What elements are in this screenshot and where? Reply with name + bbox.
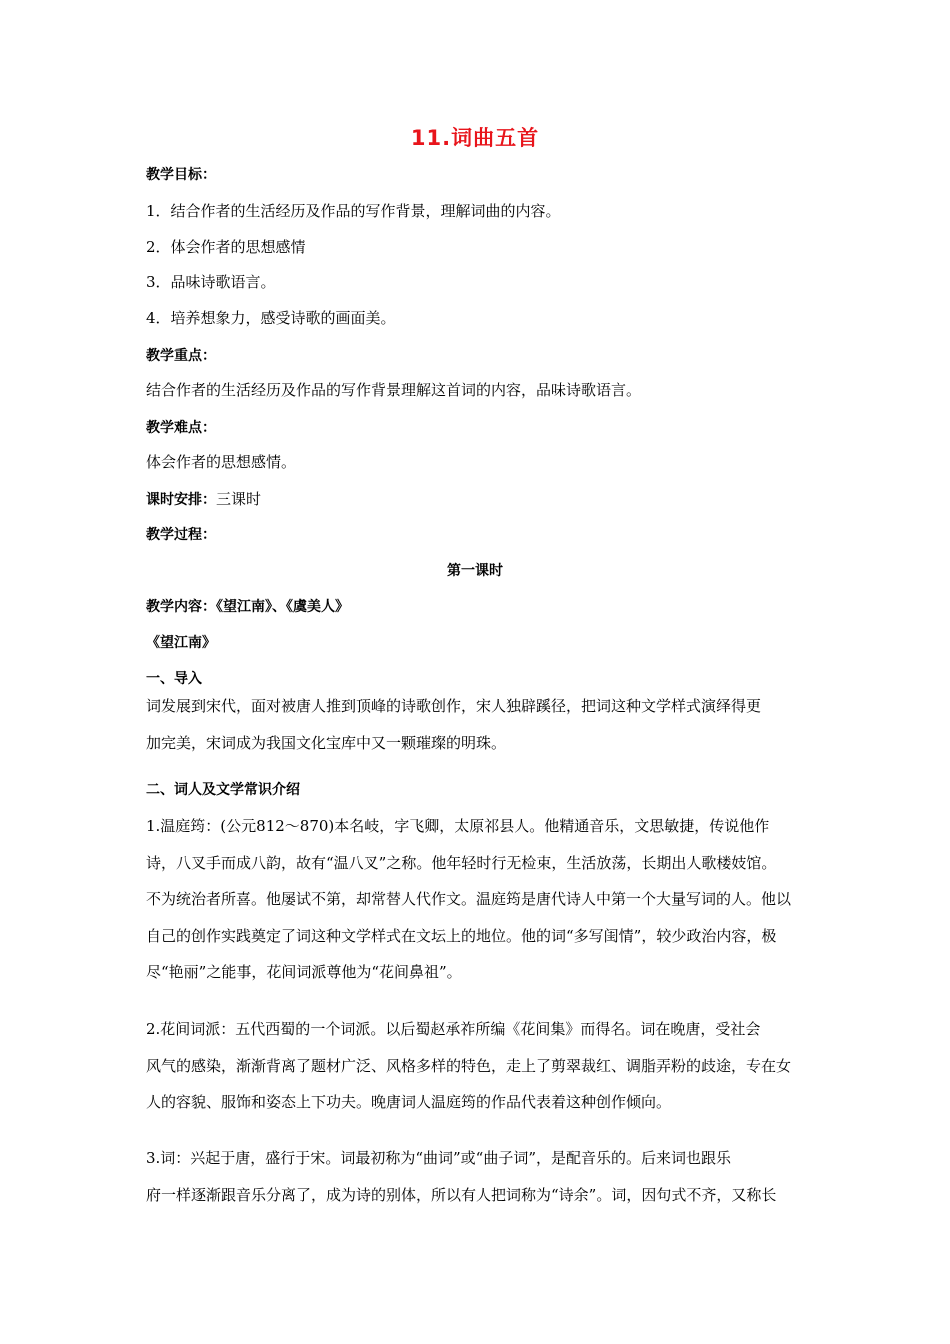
lesson-content: 教学内容：《望江南》、《虞美人》 xyxy=(146,599,349,615)
huajian-paragraph xyxy=(146,1011,836,1121)
intro-heading: 一、导入 xyxy=(146,671,202,687)
paragraph-line: 人的容貌、服饰和姿态上下功夫。晚唐词人温庭筠的作品代表着这种创作倾向。 xyxy=(146,1093,672,1111)
key-heading: 教学重点： xyxy=(146,348,216,364)
paragraph-line: 诗，八叉手而成八韵，故有“温八叉”之称。他年轻时行无检束，生活放荡，长期出人歌楼妓馆。 xyxy=(146,853,777,872)
poem-title: 《望江南》 xyxy=(146,635,216,651)
paragraph-line: 尽“艳丽”之能事，花间词派尊他为“花间鼻祖”。 xyxy=(146,963,462,981)
schedule-value: 三课时 xyxy=(216,490,262,508)
section2-heading: 二、词人及文学常识介绍 xyxy=(146,782,300,798)
goal-item: 4．培养想象力，感受诗歌的画面美。 xyxy=(146,309,396,327)
paragraph-line: 不为统治者所喜。他屡试不第，却常替人代作文。温庭筠是唐代诗人中第一个大量写词的人。他以 xyxy=(146,890,792,908)
paragraph-line: 自己的创作实践奠定了词这种文学样式在文坛上的地位。他的词“多写闺情”，较少政治内容，极 xyxy=(146,926,777,945)
wen-tingyun-paragraph xyxy=(146,808,836,991)
paragraph-line: 3.词：兴起于唐，盛行于宋。词最初称为“曲词”或“曲子词”，是配音乐的。后来词也跟乐 xyxy=(146,1149,731,1167)
schedule-line xyxy=(146,488,261,509)
goal-item: 1．结合作者的生活经历及作品的写作背景，理解词曲的内容。 xyxy=(146,202,561,220)
ci-paragraph xyxy=(146,1140,836,1213)
paragraph-line: 风气的感染，渐渐背离了题材广泛、风格多样的特色，走上了剪翠裁红、调脂弄粉的歧途，专在女 xyxy=(146,1056,792,1075)
paragraph-line: 加完美，宋词成为我国文化宝库中又一颗璀璨的明珠。 xyxy=(146,733,507,752)
difficulty-heading: 教学难点： xyxy=(146,420,216,436)
difficulty-text: 体会作者的思想感情。 xyxy=(146,453,297,471)
document-title: 11.词曲五首 xyxy=(410,126,540,150)
intro-paragraph xyxy=(146,688,836,761)
goal-item: 3．品味诗歌语言。 xyxy=(146,273,276,291)
goals-heading: 教学目标： xyxy=(146,167,216,183)
goal-item: 2．体会作者的思想感情 xyxy=(146,238,306,256)
process-heading: 教学过程： xyxy=(146,527,216,543)
lesson-title: 第一课时 xyxy=(447,563,503,579)
paragraph-line: 2.花间词派：五代西蜀的一个词派。以后蜀赵承祚所编《花间集》而得名。词在晚唐，受社会 xyxy=(146,1020,761,1038)
paragraph-line: 府一样逐渐跟音乐分离了，成为诗的别体，所以有人把词称为“诗余”。词，因句式不齐，又称长 xyxy=(146,1185,777,1204)
paragraph-line: 词发展到宋代，面对被唐人推到顶峰的诗歌创作，宋人独辟蹊径，把词这种文学样式演绎得更 xyxy=(146,697,762,715)
key-text: 结合作者的生活经历及作品的写作背景理解这首词的内容，品味诗歌语言。 xyxy=(146,381,642,399)
paragraph-line: 1.温庭筠：(公元812～870)本名岐，字飞卿，太原祁县人。他精通音乐，文思敏捷，传说他作 xyxy=(146,817,770,835)
schedule-label: 课时安排： xyxy=(146,492,216,508)
